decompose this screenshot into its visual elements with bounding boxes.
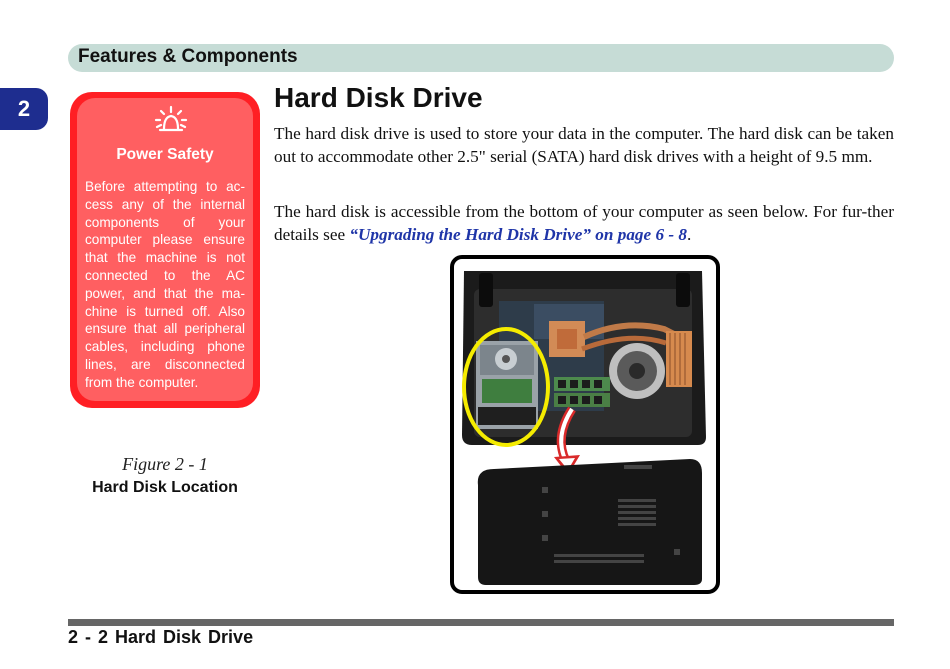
hard-disk-location-photo (450, 255, 720, 594)
body-paragraph-2 (274, 201, 894, 246)
body-paragraph-2-end: . (686, 224, 692, 244)
figure-number: Figure 2 - 1 (122, 454, 208, 474)
section-header-bar (68, 44, 894, 72)
page-title: Hard Disk Drive (274, 82, 483, 113)
power-safety-box (70, 92, 260, 408)
power-safety-icon (154, 105, 188, 135)
body-paragraph-1: The hard disk drive is used to store your data in the computer. The hard disk can be taken out to accommodate other 2.5" serial (SATA) hard disk drives with a height of 9.5 mm. (274, 124, 894, 166)
figure-caption: Hard Disk Location (92, 479, 238, 496)
section-title: Features & Components (78, 46, 298, 67)
cross-reference-link[interactable]: “Upgrading the Hard Disk Drive” on page 6 - 8 (349, 224, 687, 244)
page-footer: 2 - 2 Hard Disk Drive (68, 627, 254, 647)
footer-rule (68, 619, 894, 626)
chapter-tab[interactable] (0, 88, 48, 130)
power-safety-title: Power Safety (116, 146, 214, 163)
power-safety-text: Before attempting to access any of the internal components of your computer please ensure that the machine is not connected to the AC power, and that the machine is turned off. Also ensure that all peripheral cables, including phone lines, are disconnected from the computer. (85, 179, 245, 390)
body-paragraph-2-text: The hard disk is accessible from the bottom of your computer as seen below. For fur-ther details see (274, 202, 894, 244)
chapter-number: 2 (17, 96, 31, 121)
power-safety-inner (77, 98, 253, 401)
laptop-bottom-photo (454, 259, 716, 590)
